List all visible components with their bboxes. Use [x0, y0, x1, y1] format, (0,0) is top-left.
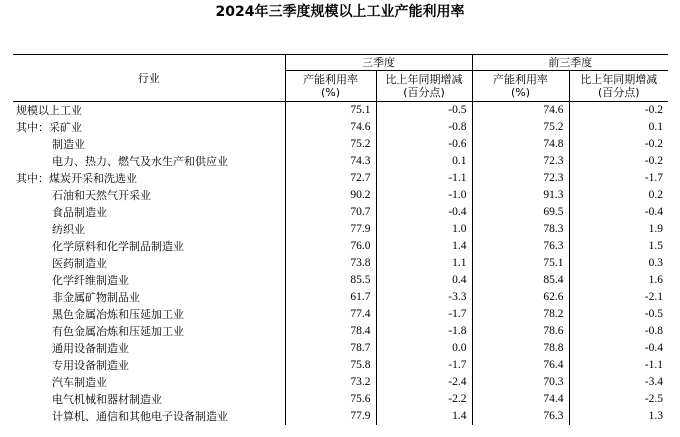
- rate-header-unit: (%): [320, 86, 341, 99]
- q3-change-cell: -1.1: [376, 170, 472, 187]
- industry-cell: [13, 391, 285, 408]
- table-title: 2024年三季度规模以上工业产能利用率: [215, 4, 465, 20]
- industry-cell: [13, 136, 285, 153]
- ytd-change-cell: -3.4: [569, 374, 668, 391]
- change-header-label: 比上年同期增减: [385, 73, 463, 86]
- ytd-rate-cell: 70.3: [472, 374, 569, 391]
- industry-name: 煤炭开采和洗选业: [49, 172, 137, 185]
- ytd-change-header: [569, 71, 668, 102]
- table-row: [13, 187, 668, 204]
- q3-rate-cell: 73.2: [285, 374, 376, 391]
- ytd-change-cell: -0.4: [569, 204, 668, 221]
- table-row: [13, 170, 668, 187]
- capacity-utilization-table: [13, 54, 668, 425]
- ytd-change-cell: -0.4: [569, 340, 668, 357]
- industry-cell: [13, 340, 285, 357]
- ytd-change-cell: -2.1: [569, 289, 668, 306]
- industry-name: 化学纤维制造业: [52, 274, 129, 287]
- ytd-change-cell: -0.8: [569, 323, 668, 340]
- table-row: [13, 374, 668, 391]
- ytd-rate-cell: 78.6: [472, 323, 569, 340]
- table-row: [13, 306, 668, 323]
- ytd-rate-cell: 76.3: [472, 408, 569, 425]
- ytd-rate-cell: 78.8: [472, 340, 569, 357]
- q3-rate-cell: 90.2: [285, 187, 376, 204]
- rate-header-unit: (%): [510, 86, 531, 99]
- ytd-change-cell: 0.3: [569, 255, 668, 272]
- ytd-change-cell: 1.3: [569, 408, 668, 425]
- q3-rate-cell: 70.7: [285, 204, 376, 221]
- ytd-rate-cell: 74.4: [472, 391, 569, 408]
- ytd-rate-cell: 74.6: [472, 102, 569, 120]
- q3-rate-cell: 72.7: [285, 170, 376, 187]
- industry-name: 规模以上工业: [16, 104, 82, 117]
- ytd-change-cell: 1.5: [569, 238, 668, 255]
- industry-name: 通用设备制造业: [52, 342, 129, 355]
- ytd-rate-cell: 75.2: [472, 119, 569, 136]
- ytd-change-cell: -1.1: [569, 357, 668, 374]
- industry-name: 非金属矿物制品业: [52, 291, 140, 304]
- row-prefix: 其中：: [16, 172, 49, 185]
- table-row: [13, 153, 668, 170]
- q3-change-cell: -1.8: [376, 323, 472, 340]
- industry-name: 医药制造业: [52, 257, 107, 270]
- ytd-rate-cell: 74.8: [472, 136, 569, 153]
- industry-cell: [13, 153, 285, 170]
- industry-name: 电气机械和器材制造业: [52, 393, 162, 406]
- industry-name: 石油和天然气开采业: [52, 189, 151, 202]
- ytd-change-cell: -1.7: [569, 170, 668, 187]
- q3-rate-cell: 75.1: [285, 102, 376, 120]
- table-row: [13, 340, 668, 357]
- rate-header-label: 产能利用率: [493, 73, 548, 86]
- ytd-change-cell: -0.2: [569, 102, 668, 120]
- q3-rate-cell: 74.3: [285, 153, 376, 170]
- q3-rate-cell: 75.6: [285, 391, 376, 408]
- q3-rate-cell: 74.6: [285, 119, 376, 136]
- q3-change-cell: -1.7: [376, 357, 472, 374]
- ytd-change-cell: -0.2: [569, 153, 668, 170]
- ytd-rate-cell: 69.5: [472, 204, 569, 221]
- industry-name: 汽车制造业: [52, 376, 107, 389]
- change-header-unit: (百分点): [597, 86, 640, 99]
- q3-change-cell: -0.6: [376, 136, 472, 153]
- ytd-change-cell: -2.5: [569, 391, 668, 408]
- q3-rate-cell: 77.9: [285, 408, 376, 425]
- q3-change-header: [376, 71, 472, 102]
- q3-rate-cell: 75.2: [285, 136, 376, 153]
- ytd-change-cell: 0.2: [569, 187, 668, 204]
- q3-rate-cell: 77.9: [285, 221, 376, 238]
- industry-cell: [13, 374, 285, 391]
- table-row: [13, 289, 668, 306]
- q3-change-cell: -0.5: [376, 102, 472, 120]
- industry-name: 计算机、通信和其他电子设备制造业: [52, 410, 228, 423]
- q3-change-cell: -1.7: [376, 306, 472, 323]
- ytd-change-cell: -0.2: [569, 136, 668, 153]
- industry-cell: [13, 357, 285, 374]
- ytd-rate-cell: 76.4: [472, 357, 569, 374]
- industry-cell: [13, 238, 285, 255]
- table-row: [13, 272, 668, 289]
- ytd-change-cell: 1.6: [569, 272, 668, 289]
- q3-change-cell: -2.4: [376, 374, 472, 391]
- industry-name: 食品制造业: [52, 206, 107, 219]
- q3-change-cell: -0.8: [376, 119, 472, 136]
- q3-change-cell: 0.4: [376, 272, 472, 289]
- q3-rate-cell: 73.8: [285, 255, 376, 272]
- industry-cell: [13, 187, 285, 204]
- industry-cell: [13, 170, 285, 187]
- q3-rate-cell: 76.0: [285, 238, 376, 255]
- ytd-change-cell: -0.5: [569, 306, 668, 323]
- industry-name: 黑色金属冶炼和压延加工业: [52, 308, 184, 321]
- table-row: [13, 136, 668, 153]
- table-row: [13, 102, 668, 120]
- industry-header: 行业: [13, 55, 285, 102]
- change-header-unit: (百分点): [403, 86, 445, 99]
- table-row: [13, 119, 668, 136]
- q3-change-cell: 1.4: [376, 408, 472, 425]
- ytd-rate-header: [472, 71, 569, 102]
- industry-name: 专用设备制造业: [52, 359, 129, 372]
- change-header-label: 比上年同期增减: [580, 73, 658, 86]
- table-row: [13, 323, 668, 340]
- ytd-rate-cell: 78.3: [472, 221, 569, 238]
- q3-group-header: 三季度: [285, 55, 472, 71]
- industry-cell: [13, 323, 285, 340]
- table-row: [13, 255, 668, 272]
- industry-name: 化学原料和化学制品制造业: [52, 240, 184, 253]
- q3-change-cell: 1.4: [376, 238, 472, 255]
- table-row: [13, 204, 668, 221]
- q3-rate-cell: 78.7: [285, 340, 376, 357]
- industry-cell: [13, 119, 285, 136]
- q3-rate-cell: 61.7: [285, 289, 376, 306]
- q3-change-cell: -1.0: [376, 187, 472, 204]
- ytd-rate-cell: 72.3: [472, 170, 569, 187]
- industry-cell: [13, 102, 285, 120]
- ytd-rate-cell: 72.3: [472, 153, 569, 170]
- industry-cell: [13, 272, 285, 289]
- industry-name: 有色金属冶炼和压延加工业: [52, 325, 184, 338]
- table-row: [13, 391, 668, 408]
- industry-cell: [13, 408, 285, 425]
- q3-rate-cell: 75.8: [285, 357, 376, 374]
- industry-name: 制造业: [52, 138, 85, 151]
- industry-cell: [13, 221, 285, 238]
- q3-change-cell: 1.1: [376, 255, 472, 272]
- table-row: [13, 238, 668, 255]
- q3-change-cell: -2.2: [376, 391, 472, 408]
- q3-change-cell: 0.0: [376, 340, 472, 357]
- ytd-rate-cell: 75.1: [472, 255, 569, 272]
- q3-rate-cell: 77.4: [285, 306, 376, 323]
- q3-rate-cell: 78.4: [285, 323, 376, 340]
- ytd-rate-cell: 76.3: [472, 238, 569, 255]
- industry-name: 电力、热力、燃气及水生产和供应业: [52, 155, 228, 168]
- ytd-change-cell: 1.9: [569, 221, 668, 238]
- ytd-rate-cell: 85.4: [472, 272, 569, 289]
- ytd-rate-cell: 78.2: [472, 306, 569, 323]
- ytd-rate-cell: 91.3: [472, 187, 569, 204]
- table-row: [13, 357, 668, 374]
- industry-cell: [13, 255, 285, 272]
- q3-change-cell: -3.3: [376, 289, 472, 306]
- q3-change-cell: 1.0: [376, 221, 472, 238]
- ytd-rate-cell: 62.6: [472, 289, 569, 306]
- industry-cell: [13, 306, 285, 323]
- industry-cell: [13, 289, 285, 306]
- row-prefix: 其中：: [16, 121, 49, 134]
- q3-change-cell: -0.4: [376, 204, 472, 221]
- table-row: [13, 221, 668, 238]
- industry-name: 采矿业: [49, 121, 82, 134]
- ytd-group-header: 前三季度: [472, 55, 668, 71]
- q3-change-cell: 0.1: [376, 153, 472, 170]
- table-body: [13, 102, 668, 426]
- q3-rate-header: [285, 71, 376, 102]
- industry-cell: [13, 204, 285, 221]
- table-row: [13, 408, 668, 425]
- industry-name: 纺织业: [52, 223, 85, 236]
- rate-header-label: 产能利用率: [303, 73, 358, 86]
- q3-rate-cell: 85.5: [285, 272, 376, 289]
- ytd-change-cell: 0.1: [569, 119, 668, 136]
